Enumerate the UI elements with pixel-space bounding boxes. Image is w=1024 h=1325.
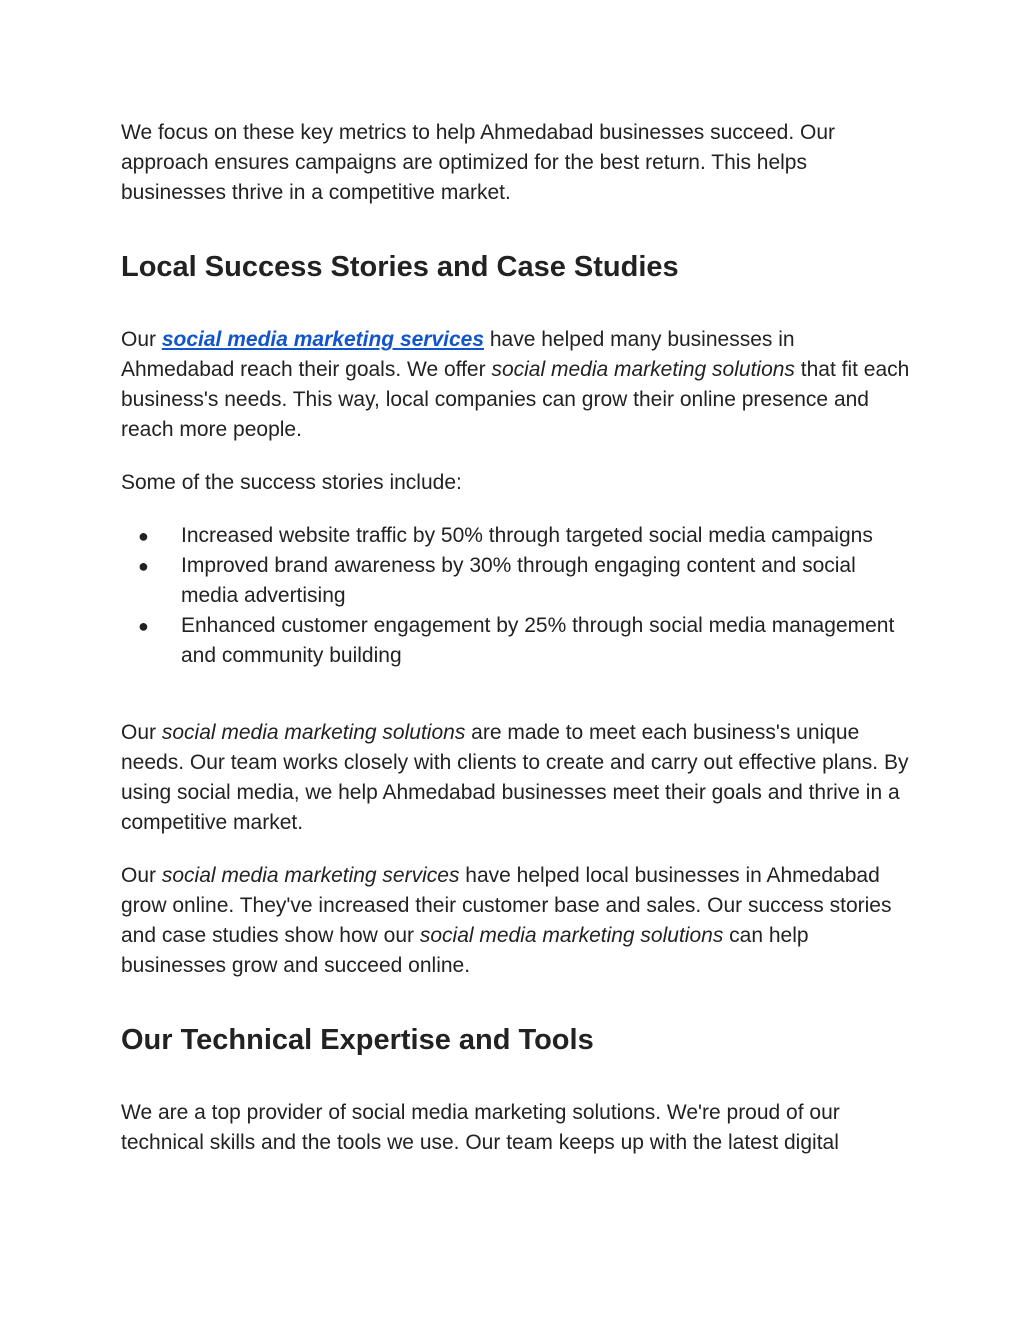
heading-local-success: Local Success Stories and Case Studies [121,251,679,283]
success-paragraph-1 [121,325,911,445]
text-run: Our [121,328,162,351]
success-stories-intro: Some of the success stories include: [121,471,462,494]
italic-run: social media marketing solutions [491,358,795,381]
list-item-text: Enhanced customer engagement by 25% through social media management and community building [181,614,895,667]
italic-run: social media marketing solutions [419,924,724,947]
text-run: are made to meet each business's unique needs. Our team works closely with clients to create and carry out effective plans. By using social media, we help Ahmedabad businesses meet their goals and thrive in a competitive market. [121,721,909,834]
list-item-text: Improved brand awareness by 30% through engaging content and social media advertising [181,554,856,607]
text-run: have helped local businesses in Ahmedabad grow online. They've increased their customer base and sales. Our success stories and case studies show how our [121,864,892,947]
social-media-marketing-services-link[interactable]: social media marketing services [161,328,485,351]
heading-technical-expertise: Our Technical Expertise and Tools [121,1024,594,1056]
list-item [121,551,911,611]
text-run: that fit each business's needs. This way, local companies can grow their online presence and reach more people. [121,358,910,441]
success-stories-list [121,521,911,671]
document-page [121,118,911,1158]
intro-paragraph: We focus on these key metrics to help Ahmedabad businesses succeed. Our approach ensures campaigns are optimized for the best return. This helps businesses thrive in a competitive market. [121,121,835,204]
text-run: have helped many businesses in Ahmedabad reach their goals. We offer [121,328,795,381]
text-run: Our [121,721,162,744]
success-paragraph-4 [121,861,911,981]
bullet-icon: ● [138,616,149,636]
text-run: Our [121,864,162,887]
text-run: can help businesses grow and succeed online. [121,924,809,977]
italic-run: social media marketing solutions [161,721,466,744]
success-paragraph-3 [121,718,911,838]
technical-paragraph-1: We are a top provider of social media marketing solutions. We're proud of our technical skills and the tools we use. Our team keeps up with the latest digital [121,1101,840,1154]
bullet-icon: ● [138,556,149,576]
list-item [121,611,911,671]
bullet-icon: ● [138,526,149,546]
italic-run: social media marketing services [161,864,460,887]
list-item [121,521,911,551]
list-item-text: Increased website traffic by 50% through targeted social media campaigns [181,524,873,547]
